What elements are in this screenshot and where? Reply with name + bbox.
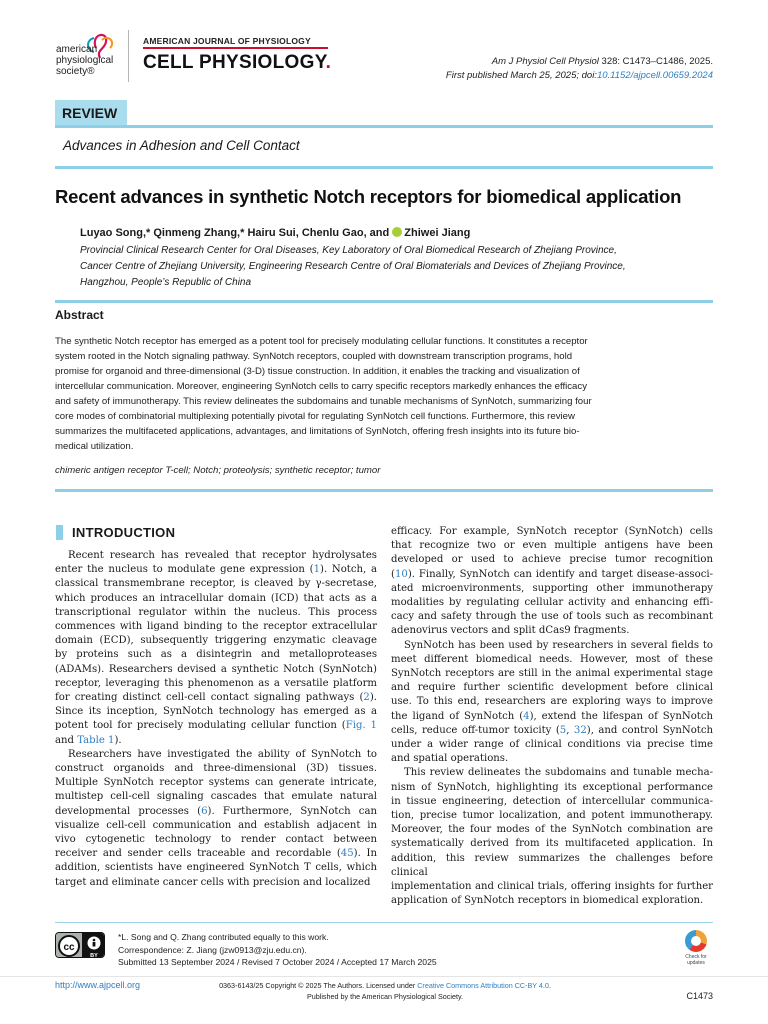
article-title: Recent advances in synthetic Notch receptors for biomedical application xyxy=(55,186,682,207)
abstract-text: The synthetic Notch receptor has emerged as a potent tool for precisely modulating cellular functions. It constitutes a receptor system rooted in the Notch signaling pathway. SynNotch receptors, coupled with downstream transcription programs, hold promise for organoid and three-dimensional (3-D) tissue construction. In addition, it enables the tracking and visualization of intercellular communication. Moreover, engineering SynNotch cells to carry specific receptors markedly enhances the efficacy and safety of immunotherapy. This review delineates the subdomains and tunable mechanisms of SynNotch, summarizing four core modes of combinatorial multiplexing potentially pivotal for regulating SynNotch cell functions. Furthermore, this review summarizes the multifaceted applications, advantages, and limitations of SynNotch, offering fresh insights into its future bio- medical utilization. xyxy=(55,336,592,452)
section-heading: INTRODUCTION xyxy=(72,525,176,540)
keywords: chimeric antigen receptor T-cell; Notch; proteolysis; synthetic receptor; tumor xyxy=(55,465,381,476)
text-line: transcriptional regulator within the nucleus. This process xyxy=(55,606,377,618)
citation-link[interactable]: Fig. 1 xyxy=(345,720,377,732)
text-line: (10). Finally, SynNotch can identify and target disease-associ- xyxy=(391,568,713,580)
text-line: potent tool for precisely modulating cellular function (Fig. 1 xyxy=(55,720,377,732)
svg-text:cc: cc xyxy=(63,942,75,953)
text-line: Multiple SynNotch receptor systems can generate intricate, xyxy=(55,777,377,789)
text-line: modalities by regulating cellular activity and enhancing effi- xyxy=(391,597,713,609)
paragraph xyxy=(55,748,377,890)
text-line: systematically derived from its multifaceted application. In xyxy=(391,838,713,850)
citation-link[interactable]: 5 xyxy=(559,724,567,736)
text-line: implementation and clinical trials, offering insights for further xyxy=(391,881,713,893)
crossmark-icon xyxy=(685,930,707,952)
text-line: and require further scientific development before clinical xyxy=(391,682,713,694)
citation-link[interactable]: 4 xyxy=(523,710,530,722)
author-list: Luyao Song,* Qinmeng Zhang,* Hairu Sui, Chenlu Gao, and Zhiwei Jiang xyxy=(80,227,471,239)
text-line: Recent research has revealed that receptor hydrolysates xyxy=(68,550,377,561)
text-line: SynNotch receptors are still in the animal experimental stage xyxy=(391,668,713,680)
text-line: nism of SynNotch, highlighting its exceptional performance xyxy=(391,781,713,793)
text-line: and spatial operations. xyxy=(391,753,509,765)
journal-rule xyxy=(143,47,328,49)
citation-link[interactable]: 10 xyxy=(394,568,408,580)
text-line: visualize cell-cell communication and establish adjacent in xyxy=(55,819,377,831)
text-line: developmental processes (6). Furthermore, SynNotch can xyxy=(55,805,377,817)
text-line: in tissue engineering, detection of intercellular communica- xyxy=(391,795,713,807)
bottom-rule xyxy=(0,976,768,977)
text-line: receptor, leveraging this phenomenon as a versatile platform xyxy=(55,677,377,689)
text-line: classical transmembrane receptor, is cleaved by γ-secretase, xyxy=(55,578,377,590)
citation-link[interactable]: 45 xyxy=(340,848,354,860)
keywords-rule xyxy=(55,489,713,492)
orcid-icon[interactable] xyxy=(392,227,402,237)
abstract-heading: Abstract xyxy=(55,308,104,322)
text-line: tion, precise tumor localization, and potent immunotherapy. xyxy=(391,810,713,822)
citation-link[interactable]: 6 xyxy=(201,805,208,817)
citation-link[interactable]: 32 xyxy=(573,724,587,736)
paragraph xyxy=(391,766,713,908)
text-line: ated microenvironments, supporting other immunotherapy xyxy=(391,582,713,594)
citation-link[interactable]: 2 xyxy=(363,692,370,704)
license-link[interactable]: Creative Commons Attribution CC-BY 4.0 xyxy=(417,981,549,990)
header-divider xyxy=(128,30,129,82)
collection-title: Advances in Adhesion and Cell Contact xyxy=(63,138,300,153)
collection-rule xyxy=(55,166,713,169)
text-line: meet different biomedical needs. However, most of these xyxy=(391,653,713,665)
text-line: cacy and safety through the use of tools such as recombinant xyxy=(391,611,713,623)
text-line: that recognize two or even multiple antigens have been xyxy=(391,540,713,552)
right-column xyxy=(391,525,713,908)
citation: Am J Physiol Cell Physiol 328: C1473–C1486, 2025. First published March 25, 2025; doi:10.1152/ajpcell.00659.2024 xyxy=(445,56,713,81)
citation-link[interactable]: 1 xyxy=(313,564,320,576)
journal-series: AMERICAN JOURNAL OF PHYSIOLOGY xyxy=(143,36,311,46)
cc-by-icon xyxy=(56,933,105,958)
text-line: efficacy. For example, SynNotch receptor (SynNotch) cells xyxy=(391,526,713,537)
check-for-updates-button[interactable]: Check for updates xyxy=(680,930,712,970)
text-line: Researchers have investigated the ability of SynNotch to xyxy=(68,748,377,760)
journal-website-link[interactable]: http://www.ajpcell.org xyxy=(55,980,141,990)
footnotes: *L. Song and Q. Zhang contributed equally to this work. Correspondence: Z. Jiang (jzw0913@zju.edu.cn). Submitted 13 September 2024 / Revised 7 October 2024 / Accepted 17 March 2025 xyxy=(118,932,437,967)
paragraph xyxy=(391,525,713,639)
text-line: multistep cell-cell signaling cascades that emulate natural xyxy=(55,791,377,803)
copyright-notice: 0363-6143/25 Copyright © 2025 The Authors. Licensed under Creative Commons Attribution CC-BY 4.0. Published by the American Physiological Society. xyxy=(219,981,551,1001)
left-column xyxy=(55,549,377,890)
text-line: SynNotch has been used by researchers in several fields to xyxy=(404,639,713,651)
article-type-label: REVIEW xyxy=(62,105,118,121)
text-line: enter the nucleus to modulate gene expression (1). Notch, a xyxy=(55,564,377,576)
citation-link[interactable]: Table 1 xyxy=(77,734,115,746)
paragraph xyxy=(55,549,377,748)
text-line: for creating distinct cell-cell contact signaling pathways (2). xyxy=(55,692,377,704)
footnote-rule xyxy=(55,922,713,923)
text-line: construct organoids and three-dimensional (3D) tissues. xyxy=(55,763,377,775)
abstract-rule xyxy=(55,300,713,303)
text-line: cells, reduce off-tumor toxicity (5, 32), and control SynNotch xyxy=(391,724,713,736)
text-line: addition, scientists have engineered SynNotch T cells, which xyxy=(55,862,377,874)
text-line: domain (ECD), subsequently triggering enzymatic cleavage xyxy=(55,635,377,647)
text-line: and Table 1). xyxy=(55,734,122,746)
text-line: developed or used to achieve precise tumor recognition xyxy=(391,554,713,566)
text-line: adenovirus vectors and split dCas9 fragments. xyxy=(391,625,630,637)
text-line: under a wider range of clinical conditions via precise time xyxy=(391,739,713,751)
svg-text:BY: BY xyxy=(90,953,98,958)
cc-license-badge[interactable] xyxy=(55,932,105,958)
section-marker xyxy=(56,525,63,540)
society-name: american physiological society® xyxy=(56,44,114,77)
page-number: C1473 xyxy=(686,991,713,1001)
text-line: (ADAMs). Researchers devised a synthetic Notch (SynNotch) xyxy=(55,663,377,675)
text-line: This review delineates the subdomains and tunable mecha- xyxy=(404,767,713,779)
text-line: receiver and sender cells traceable and recordable (45). In xyxy=(55,848,377,860)
text-line: the ligand of SynNotch (4), extend the lifespan of SynNotch xyxy=(391,710,713,722)
affiliation: Provincial Clinical Research Center for Oral Diseases, Key Laboratory of Oral Biomedical Research of Zhejiang Province, Cancer Centre of Zhejiang University, Engineering Research Centre of Oral Biomaterials and Devices of Zhejiang Province, Hangzhou, People’s Republic of China xyxy=(80,245,626,288)
top-rule xyxy=(55,125,713,128)
doi-link[interactable]: 10.1152/ajpcell.00659.2024 xyxy=(596,70,713,81)
text-line: commences with ligand binding to the receptor extracellular xyxy=(55,621,377,633)
text-line: target and eliminate cancer cells with precision and localized xyxy=(55,876,371,888)
text-line: application of SynNotch receptors in biomedical exploration. xyxy=(391,895,704,907)
text-line: use. To this end, researchers are exploring ways to improve xyxy=(391,696,713,708)
text-line: Since its inception, SynNotch technology has emerged as a xyxy=(55,706,377,718)
text-line: Moreover, the four modes of the SynNotch combination are xyxy=(391,824,713,836)
paragraph xyxy=(391,639,713,767)
text-line: which produces an intracellular domain (ICD) that acts as a xyxy=(55,592,377,604)
text-line: by proteins such as a disintegrin and metalloproteases xyxy=(55,649,377,661)
journal-title: CELL PHYSIOLOGY. xyxy=(143,52,332,73)
text-line: addition, this review summarizes the challenges before clinical xyxy=(391,852,713,878)
text-line: vivo cytogenetic technology to render contact between xyxy=(55,834,377,846)
